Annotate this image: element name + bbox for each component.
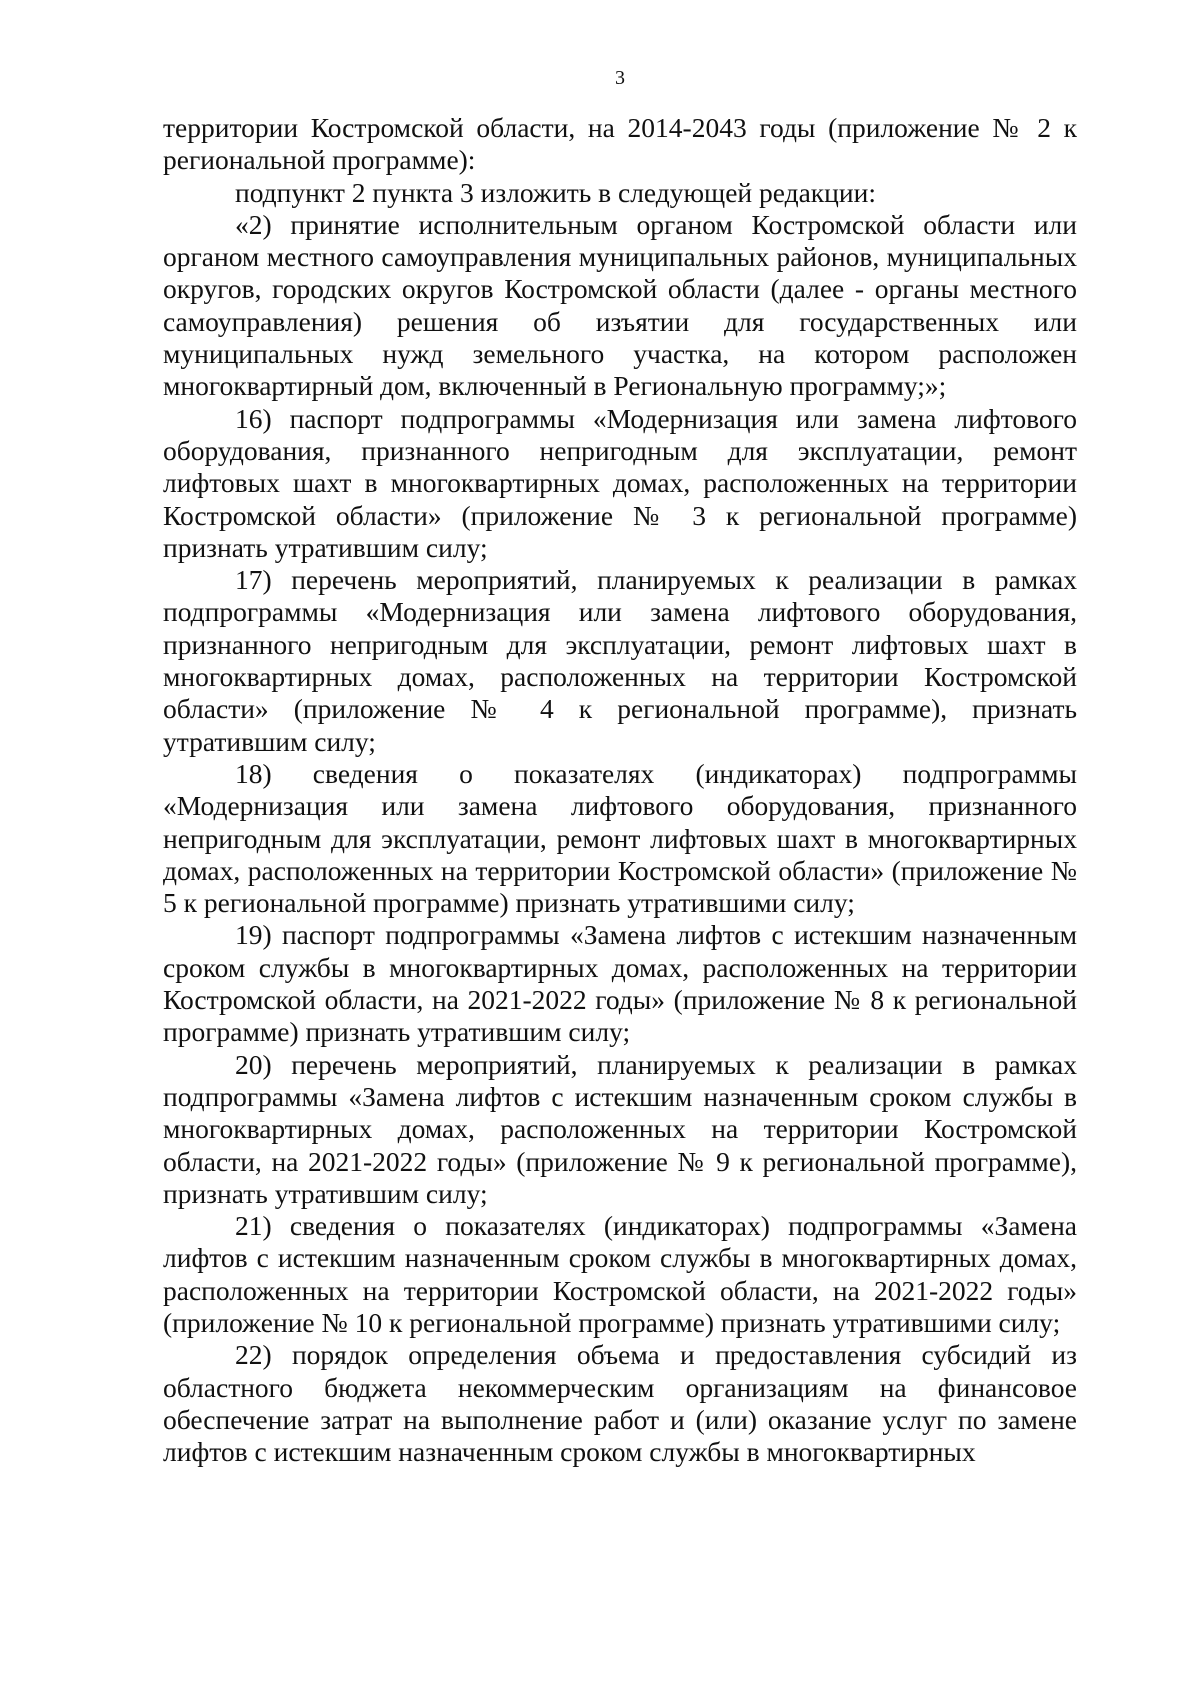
paragraph-item-22: 22) порядок определения объема и предоставления субсидий из областного бюджета некоммерческим организациям на финансовое обеспечение затрат на выполнение работ и (или) оказание услуг по замене лифтов с истекшим назначенным сроком службы в многоквартирных — [163, 1339, 1077, 1468]
paragraph-item-16: 16) паспорт подпрограммы «Модернизация или замена лифтового оборудования, признанного непригодным для эксплуатации, ремонт лифтовых шахт в многоквартирных домах, расположенных на территории Костромской области» (приложение № 3 к региональной программе) признать утратившим силу; — [163, 402, 1077, 563]
paragraph-item-20: 20) перечень мероприятий, планируемых к реализации в рамках подпрограммы «Замена лифтов с истекшим назначенным сроком службы в многоквартирных домах, расположенных на территории Костромской области, на 2021-2022 годы» (приложение № 9 к региональной программе), признать утратившим силу; — [163, 1048, 1077, 1209]
paragraph-continuation: территории Костромской области, на 2014-2043 годы (приложение № 2 к региональной программе): — [163, 112, 1077, 176]
paragraph-item-21: 21) сведения о показателях (индикаторах) подпрограммы «Замена лифтов с истекшим назначенным сроком службы в многоквартирных домах, расположенных на территории Костромской области, на 2021-2022 годы» (приложение № 10 к региональной программе) признать утратившими силу; — [163, 1210, 1077, 1338]
page-number: 3 — [615, 67, 625, 89]
paragraph-item-17: 17) перечень мероприятий, планируемых к реализации в рамках подпрограммы «Модернизация или замена лифтового оборудования, признанного непригодным для эксплуатации, ремонт лифтовых шахт в многоквартирных домах, расположенных на территории Костромской области» (приложение № 4 к региональной программе), признать утратившим силу; — [163, 564, 1077, 757]
paragraph-quoted-subpoint-2: «2) принятие исполнительным органом Костромской области или органом местного самоуправления муниципальных районов, муниципальных округов, городских округов Костромской области (далее - органы местного самоуправления) решения об изъятии для государственных или муниципальных нужд земельного участка, на котором расположен многоквартирный дом, включенный в Региональную программу;»; — [163, 208, 1077, 402]
paragraph-item-19: 19) паспорт подпрограммы «Замена лифтов с истекшим назначенным сроком службы в многоквартирных домах, расположенных на территории Костромской области, на 2021-2022 годы» (приложение № 8 к региональной программе) признать утратившим силу; — [163, 919, 1077, 1048]
document-body — [163, 112, 1077, 1468]
paragraph-item-18: 18) сведения о показателях (индикаторах) подпрограммы «Модернизация или замена лифтового оборудования, признанного непригодным для эксплуатации, ремонт лифтовых шахт в многоквартирных домах, расположенных на территории Костромской области» (приложение № 5 к региональной программе) признать утратившими силу; — [163, 757, 1077, 919]
paragraph-subpoint-intro: подпункт 2 пункта 3 изложить в следующей редакции: — [235, 176, 876, 208]
